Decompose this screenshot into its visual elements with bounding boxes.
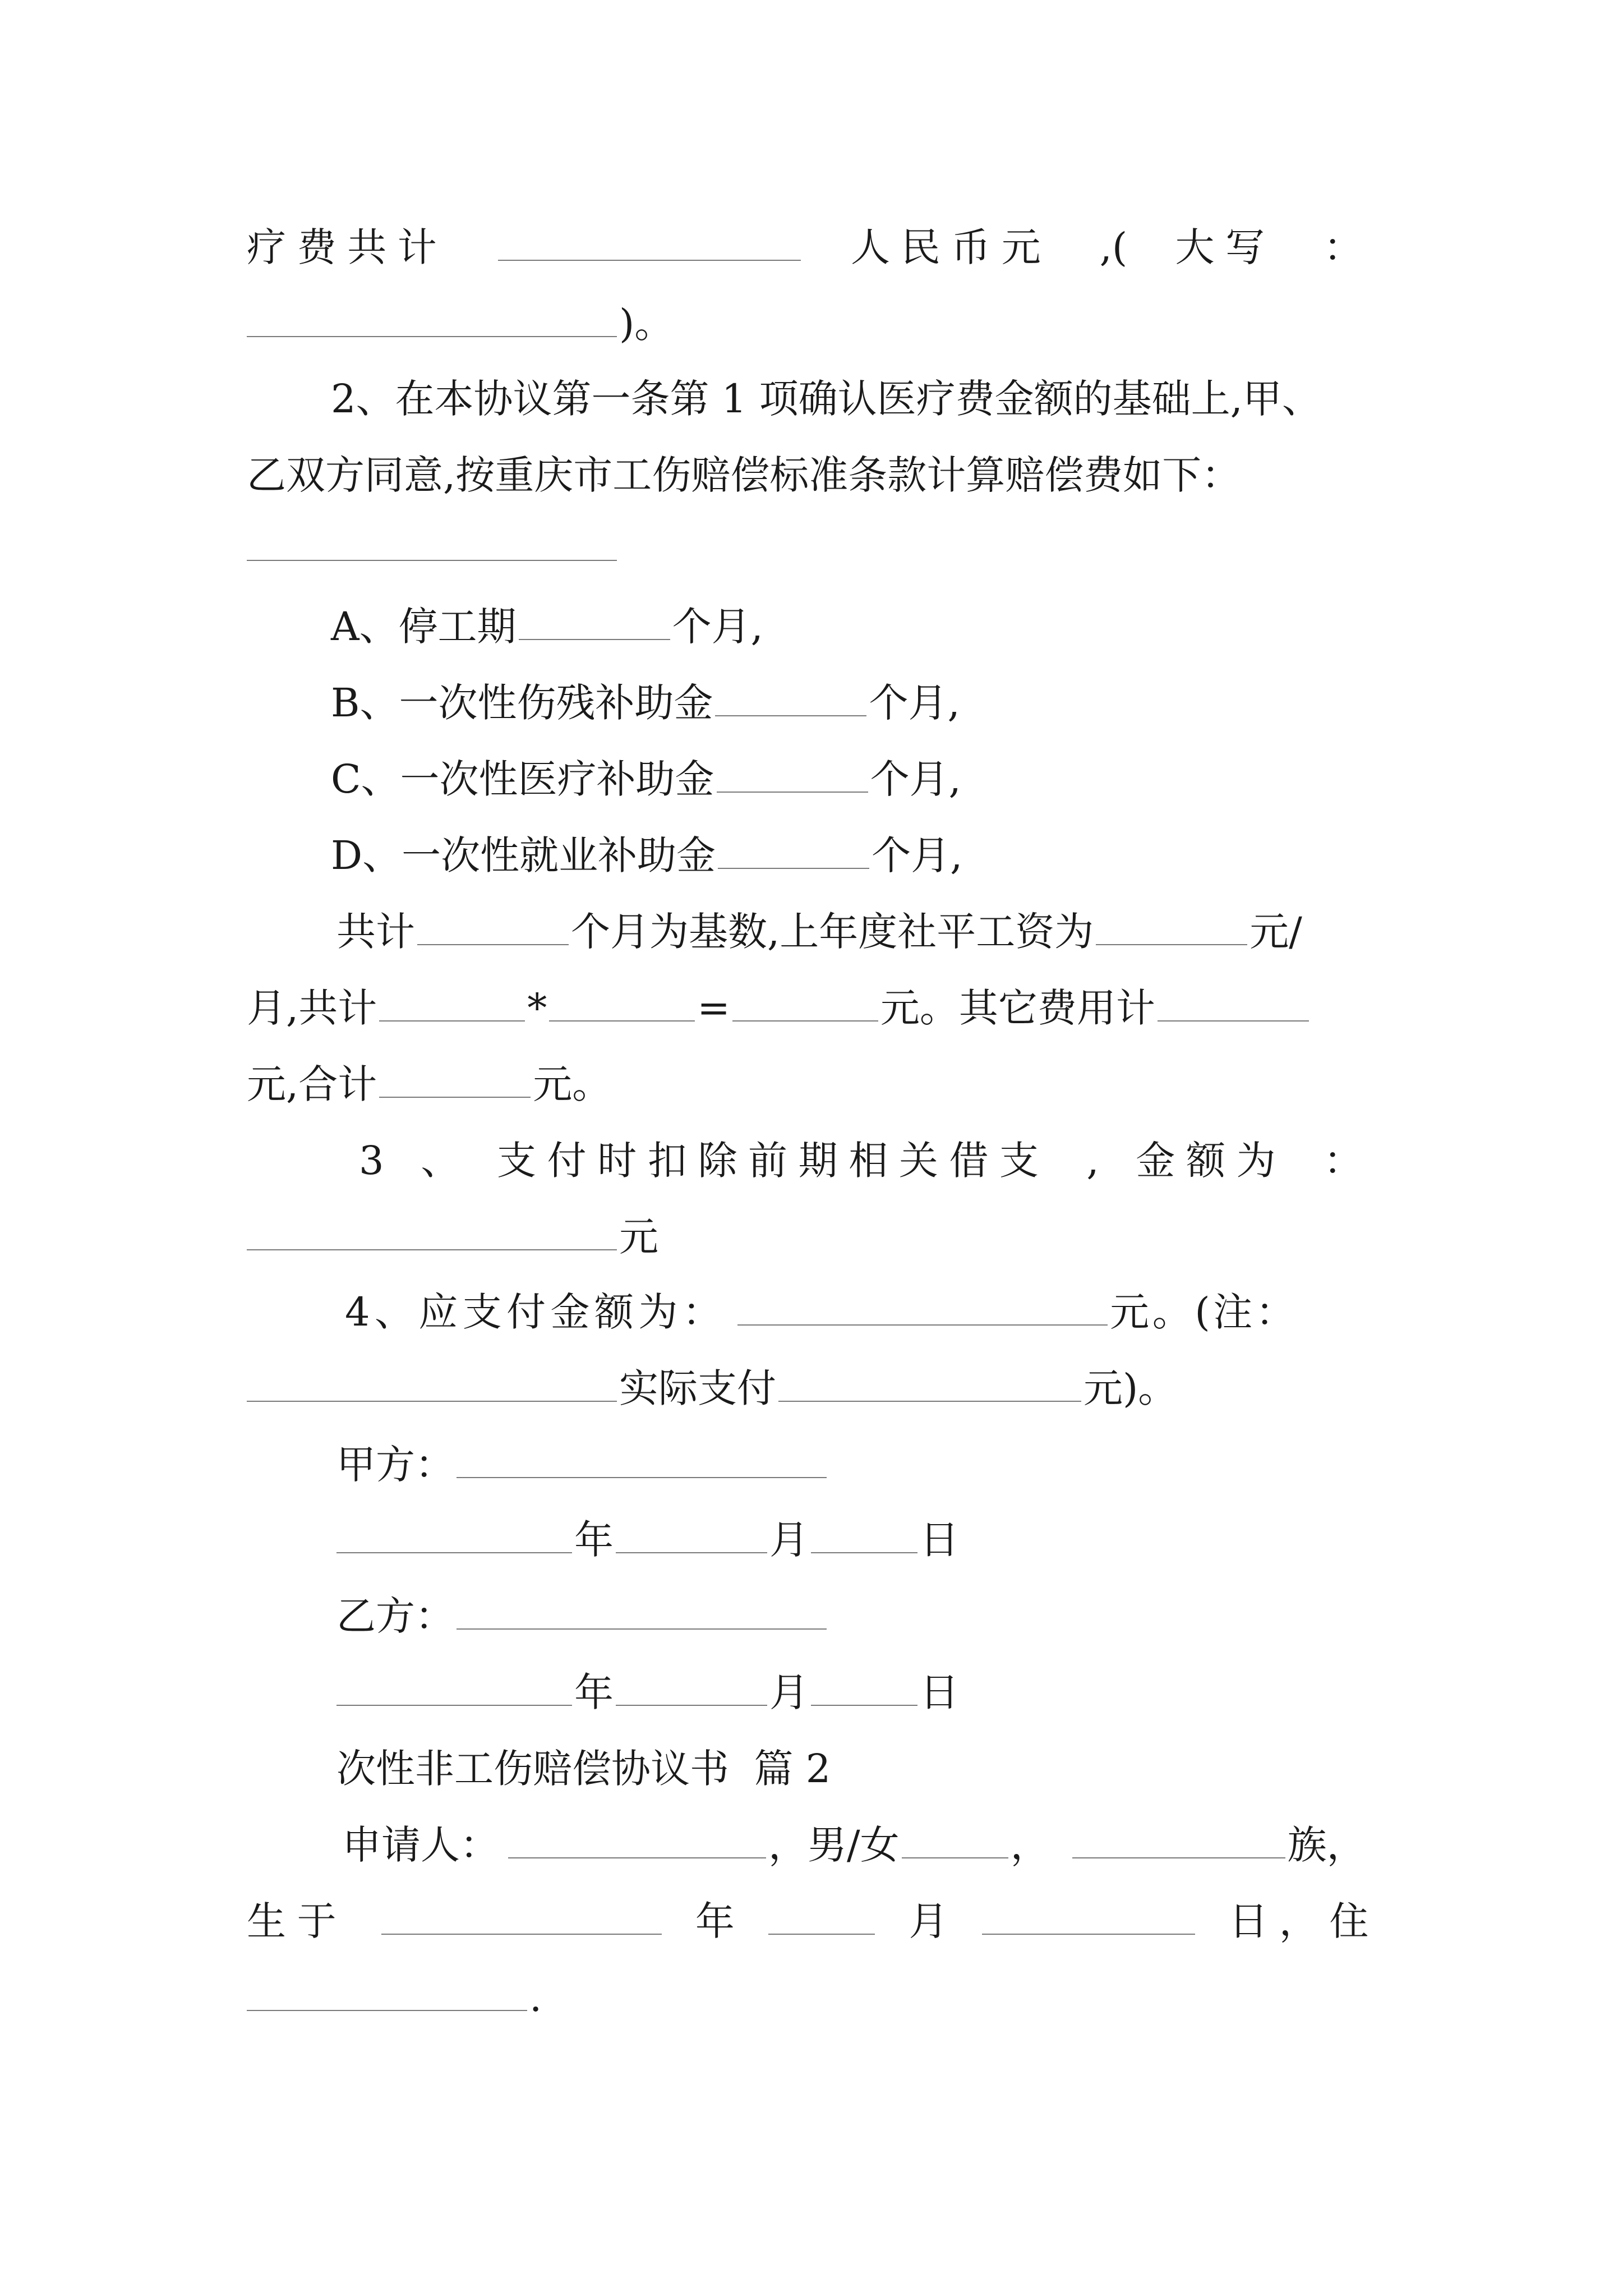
item-d — [331, 830, 962, 881]
item-a — [331, 601, 763, 652]
paragraph-3-yuan: 元 — [619, 1214, 658, 1260]
capital-amount-line — [247, 298, 674, 349]
blank-other-fees[interactable] — [1158, 987, 1309, 1022]
applicant-month-label: 月 — [909, 1898, 948, 1944]
total-text-equals: = — [697, 985, 730, 1031]
total-text-a: 共计 — [336, 909, 415, 955]
paragraph-3-sep: 、 — [421, 1138, 460, 1184]
paragraph-3-comma: , — [1086, 1138, 1099, 1184]
total-text-i: 元。 — [533, 1061, 612, 1107]
paragraph-3-line-1 — [359, 1135, 1363, 1186]
text-capital: 大写 — [1175, 224, 1276, 270]
paragraph-4-line-2 — [247, 1363, 1177, 1414]
item-a-label: A、停工期 — [331, 604, 517, 650]
blank-capital-amount[interactable] — [247, 302, 617, 337]
blank-birth-day[interactable] — [982, 1900, 1195, 1935]
blank-applicant-address[interactable] — [247, 1976, 527, 2011]
blank-item-b[interactable] — [715, 682, 866, 716]
blank-party-b-month[interactable] — [616, 1671, 767, 1706]
text-rmb-yuan: 人民币元 — [850, 224, 1052, 270]
party-b-month-label: 月 — [769, 1669, 809, 1715]
item-b-unit: 个月, — [869, 680, 960, 726]
text-medical-fee-total: 疗费共计 — [247, 224, 448, 270]
party-a-label: 甲方： — [336, 1442, 454, 1488]
item-b-label: B、一次性伤残补助金 — [331, 680, 713, 726]
text-colon: ： — [1323, 224, 1363, 270]
section-title-text: 次性非工伤赔偿协议书 篇 2 — [336, 1746, 831, 1792]
total-text-b: 个月为基数,上年度社平工资为 — [571, 909, 1094, 955]
applicant-comma: ， — [1010, 1822, 1050, 1868]
total-text-times: * — [527, 985, 547, 1031]
paragraph-3-amount-label: 金额为 — [1136, 1138, 1287, 1184]
item-b — [331, 678, 960, 728]
applicant-residence-label: 日，住 — [1229, 1898, 1380, 1944]
blank-party-b[interactable] — [457, 1595, 827, 1630]
blank-total-product[interactable] — [732, 987, 878, 1022]
paragraph-4-label: 4、应支付金额为： — [345, 1289, 727, 1335]
party-b-day-label: 日 — [920, 1669, 959, 1715]
blank-party-b-year[interactable] — [336, 1671, 572, 1706]
party-b-date-line — [336, 1667, 959, 1718]
applicant-born-label: 生于 — [247, 1898, 348, 1944]
item-c — [331, 754, 961, 804]
total-text-g: 元。其它费用计 — [880, 985, 1155, 1031]
item-c-label: C、一次性医疗补助金 — [331, 756, 714, 802]
applicant-label: 申请人： — [342, 1822, 499, 1868]
blank-party-a-day[interactable] — [811, 1519, 917, 1553]
blank-payable-amount[interactable] — [737, 1291, 1108, 1326]
paragraph-2-line-2 — [247, 450, 1241, 500]
party-b-label: 乙方： — [336, 1593, 454, 1639]
blank-total-months[interactable] — [417, 910, 569, 945]
party-a-year-label: 年 — [574, 1517, 614, 1563]
total-line-3 — [247, 1059, 611, 1110]
item-d-unit: 个月, — [872, 832, 963, 878]
paragraph-4-line-1 — [345, 1287, 1298, 1337]
blank-deduction-amount[interactable] — [247, 1216, 617, 1250]
blank-grand-total[interactable] — [379, 1063, 531, 1098]
blank-avg-salary[interactable] — [1096, 910, 1247, 945]
text-open-paren: ,( — [1099, 224, 1128, 270]
blank-item-a[interactable] — [519, 605, 670, 640]
blank-note-content[interactable] — [247, 1367, 617, 1402]
item-d-label: D、一次性就业补助金 — [331, 832, 716, 878]
party-a-line — [336, 1439, 829, 1490]
blank-applicant-name[interactable] — [508, 1824, 766, 1858]
total-text-h: 元,合计 — [247, 1061, 377, 1107]
party-b-line — [336, 1591, 829, 1641]
applicant-line-1 — [342, 1820, 1366, 1870]
blank-party-a-month[interactable] — [616, 1519, 767, 1553]
blank-birth-month[interactable] — [768, 1900, 875, 1935]
applicant-ethnicity-label: 族， — [1287, 1822, 1366, 1868]
applicant-gender-label: ，男/女 — [768, 1822, 900, 1868]
applicant-year-label: 年 — [695, 1898, 735, 1944]
paragraph-3-text: 支付时扣除前期相关借支 — [497, 1138, 1050, 1184]
party-a-date-line — [336, 1515, 959, 1565]
party-a-day-label: 日 — [920, 1517, 959, 1563]
total-line-2 — [247, 983, 1311, 1033]
blank-birth-year[interactable] — [381, 1900, 662, 1935]
total-text-d: 月,共计 — [247, 985, 377, 1031]
party-b-year-label: 年 — [574, 1669, 614, 1715]
blank-total-factor-1[interactable] — [379, 987, 525, 1022]
blank-actual-paid[interactable] — [778, 1367, 1081, 1402]
party-a-month-label: 月 — [769, 1517, 809, 1563]
item-c-unit: 个月, — [870, 756, 961, 802]
text-close-paren: )。 — [619, 301, 674, 347]
blank-applicant-gender[interactable] — [902, 1824, 1008, 1858]
compensation-detail-line — [247, 526, 619, 577]
blank-applicant-ethnicity[interactable] — [1072, 1824, 1285, 1858]
paragraph-4-note: 元。(注： — [1110, 1289, 1298, 1335]
total-text-c: 元/ — [1249, 909, 1302, 955]
paragraph-2-text-1: 2、在本协议第一条第 1 项确认医疗费金额的基础上,甲、 — [331, 376, 1321, 422]
paragraph-3-line-2 — [247, 1212, 658, 1262]
paragraph-4-actual-paid: 实际支付 — [619, 1365, 776, 1411]
paragraph-3-number: 3 — [359, 1138, 384, 1184]
blank-item-c[interactable] — [717, 758, 868, 793]
applicant-line-3 — [247, 1972, 542, 2023]
applicant-line-2 — [247, 1896, 1380, 1947]
blank-total-factor-2[interactable] — [549, 987, 695, 1022]
blank-party-a-year[interactable] — [336, 1519, 572, 1553]
section-title — [336, 1743, 831, 1794]
item-a-unit: 个月, — [672, 604, 763, 650]
paragraph-3-colon: ： — [1323, 1138, 1363, 1184]
paragraph-2-text-2: 乙双方同意,按重庆市工伤赔偿标准条款计算赔偿费如下： — [247, 452, 1241, 498]
blank-party-a[interactable] — [457, 1443, 827, 1478]
blank-party-b-day[interactable] — [811, 1671, 917, 1706]
medical-fee-line — [247, 222, 1363, 273]
blank-compensation-detail[interactable] — [247, 526, 617, 561]
paragraph-2-line-1 — [331, 374, 1321, 424]
applicant-period: . — [529, 1975, 542, 2021]
paragraph-4-end: 元)。 — [1083, 1365, 1178, 1411]
blank-item-d[interactable] — [718, 834, 869, 869]
blank-medical-fee-amount[interactable] — [498, 226, 801, 261]
total-line-1 — [336, 907, 1302, 957]
